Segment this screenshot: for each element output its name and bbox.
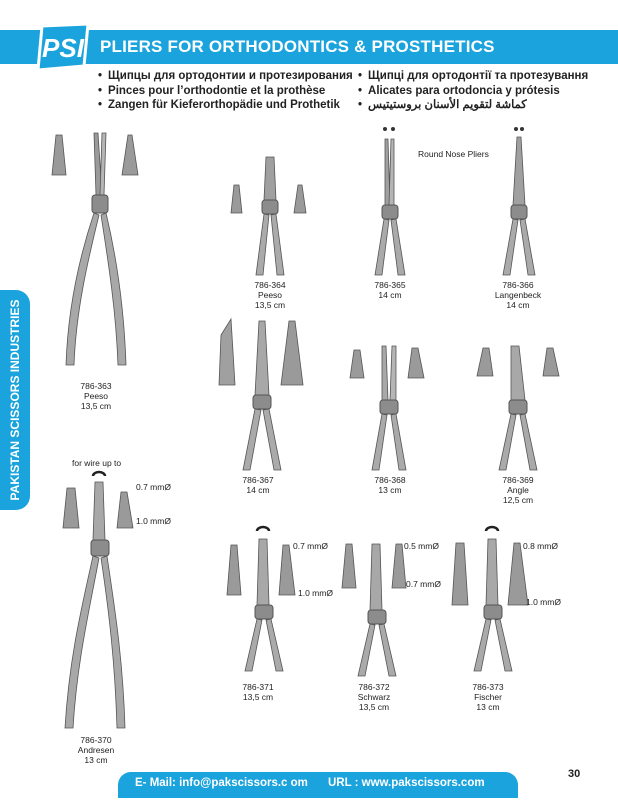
dimension-label: 1.0 mmØ	[136, 516, 171, 526]
plier-image-366	[485, 125, 555, 280]
language-item: • Pinces pour l’orthodontie et la prothèse	[98, 84, 353, 99]
footer-url[interactable]: URL : www.pakscissors.com	[328, 777, 485, 789]
product-caption	[350, 475, 430, 495]
product-code: 786-369	[502, 475, 534, 485]
language-item: • Щипцы для ортодонтии и протезирования	[98, 69, 353, 84]
product-caption	[230, 280, 310, 310]
plier-image-365	[355, 125, 425, 280]
product-caption	[56, 735, 136, 765]
product-code: 786-370	[80, 735, 112, 745]
product-name: Peeso	[257, 290, 283, 300]
dimension-label: 1.0 mmØ	[526, 597, 561, 607]
product-code: 786-366	[502, 280, 534, 290]
product-code: 786-371	[242, 682, 274, 692]
dimension-label: 0.7 mmØ	[136, 482, 171, 492]
product-size: 13,5 cm	[358, 702, 390, 712]
product-name: Fischer	[474, 692, 502, 702]
product-code: 786-364	[254, 280, 286, 290]
product-size: 14 cm	[378, 290, 402, 300]
product-code: 786-363	[80, 381, 112, 391]
plier-image-364	[230, 155, 310, 280]
page-title: PLIERS FOR ORTHODONTICS & PROSTHETICS	[100, 37, 495, 56]
product-caption	[218, 475, 298, 495]
plier-image-367	[215, 315, 315, 475]
product-caption	[478, 475, 558, 505]
product-caption	[350, 280, 430, 300]
dimension-label: 0.7 mmØ	[406, 579, 441, 589]
dimension-label: 0.5 mmØ	[404, 541, 439, 551]
language-item: • Щипці для ортодонтії та протезування	[358, 69, 588, 84]
dimension-label: 0.7 mmØ	[293, 541, 328, 551]
product-caption	[448, 682, 528, 712]
round-nose-note: Round Nose Pliers	[418, 149, 489, 159]
product-name: Peeso	[83, 391, 109, 401]
product-size: 13 cm	[378, 485, 402, 495]
brand-logo	[34, 22, 92, 72]
plier-image-368	[350, 340, 430, 475]
language-item: • Zangen für Kieferorthopädie und Prothetik	[98, 98, 353, 113]
product-caption	[334, 682, 414, 712]
plier-image-363	[50, 125, 150, 375]
product-size: 13,5 cm	[254, 300, 286, 310]
product-size: 13 cm	[84, 755, 108, 765]
product-code: 786-368	[374, 475, 406, 485]
wire-note: for wire up to	[72, 458, 122, 468]
product-code: 786-367	[242, 475, 274, 485]
product-caption	[218, 682, 298, 702]
product-size: 14 cm	[506, 300, 530, 310]
language-list-right	[358, 69, 588, 113]
plier-image-372	[340, 540, 420, 680]
product-name: Andresen	[77, 745, 115, 755]
product-size: 12,5 cm	[502, 495, 534, 505]
product-size: 13,5 cm	[80, 401, 112, 411]
product-name: Angle	[507, 485, 529, 495]
product-code: 786-373	[472, 682, 504, 692]
product-name: Schwarz	[357, 692, 391, 702]
language-item: • Alicates para ortodoncia y prótesis	[358, 84, 588, 99]
language-item: • كماشة لتقويم الأسنان بروستيتيس	[358, 98, 588, 113]
plier-image-369	[475, 340, 565, 475]
footer-email[interactable]: E- Mail: info@pakscissors.c om	[135, 777, 308, 789]
product-code: 786-372	[358, 682, 390, 692]
product-size: 13,5 cm	[242, 692, 274, 702]
product-code: 786-365	[374, 280, 406, 290]
product-size: 14 cm	[246, 485, 270, 495]
product-size: 13 cm	[476, 702, 500, 712]
language-list-left	[98, 69, 353, 113]
dimension-label: 1.0 mmØ	[298, 588, 333, 598]
page-number: 30	[568, 768, 581, 780]
product-name: Langenbeck	[494, 290, 542, 300]
side-tab-label: PAKISTAN SCISSORS INDUSTRIES	[8, 299, 22, 501]
logo-text: PSI	[42, 33, 84, 63]
dimension-label: 0.8 mmØ	[523, 541, 558, 551]
plier-image-370	[55, 470, 145, 735]
product-caption	[56, 381, 136, 411]
product-caption	[478, 280, 558, 310]
